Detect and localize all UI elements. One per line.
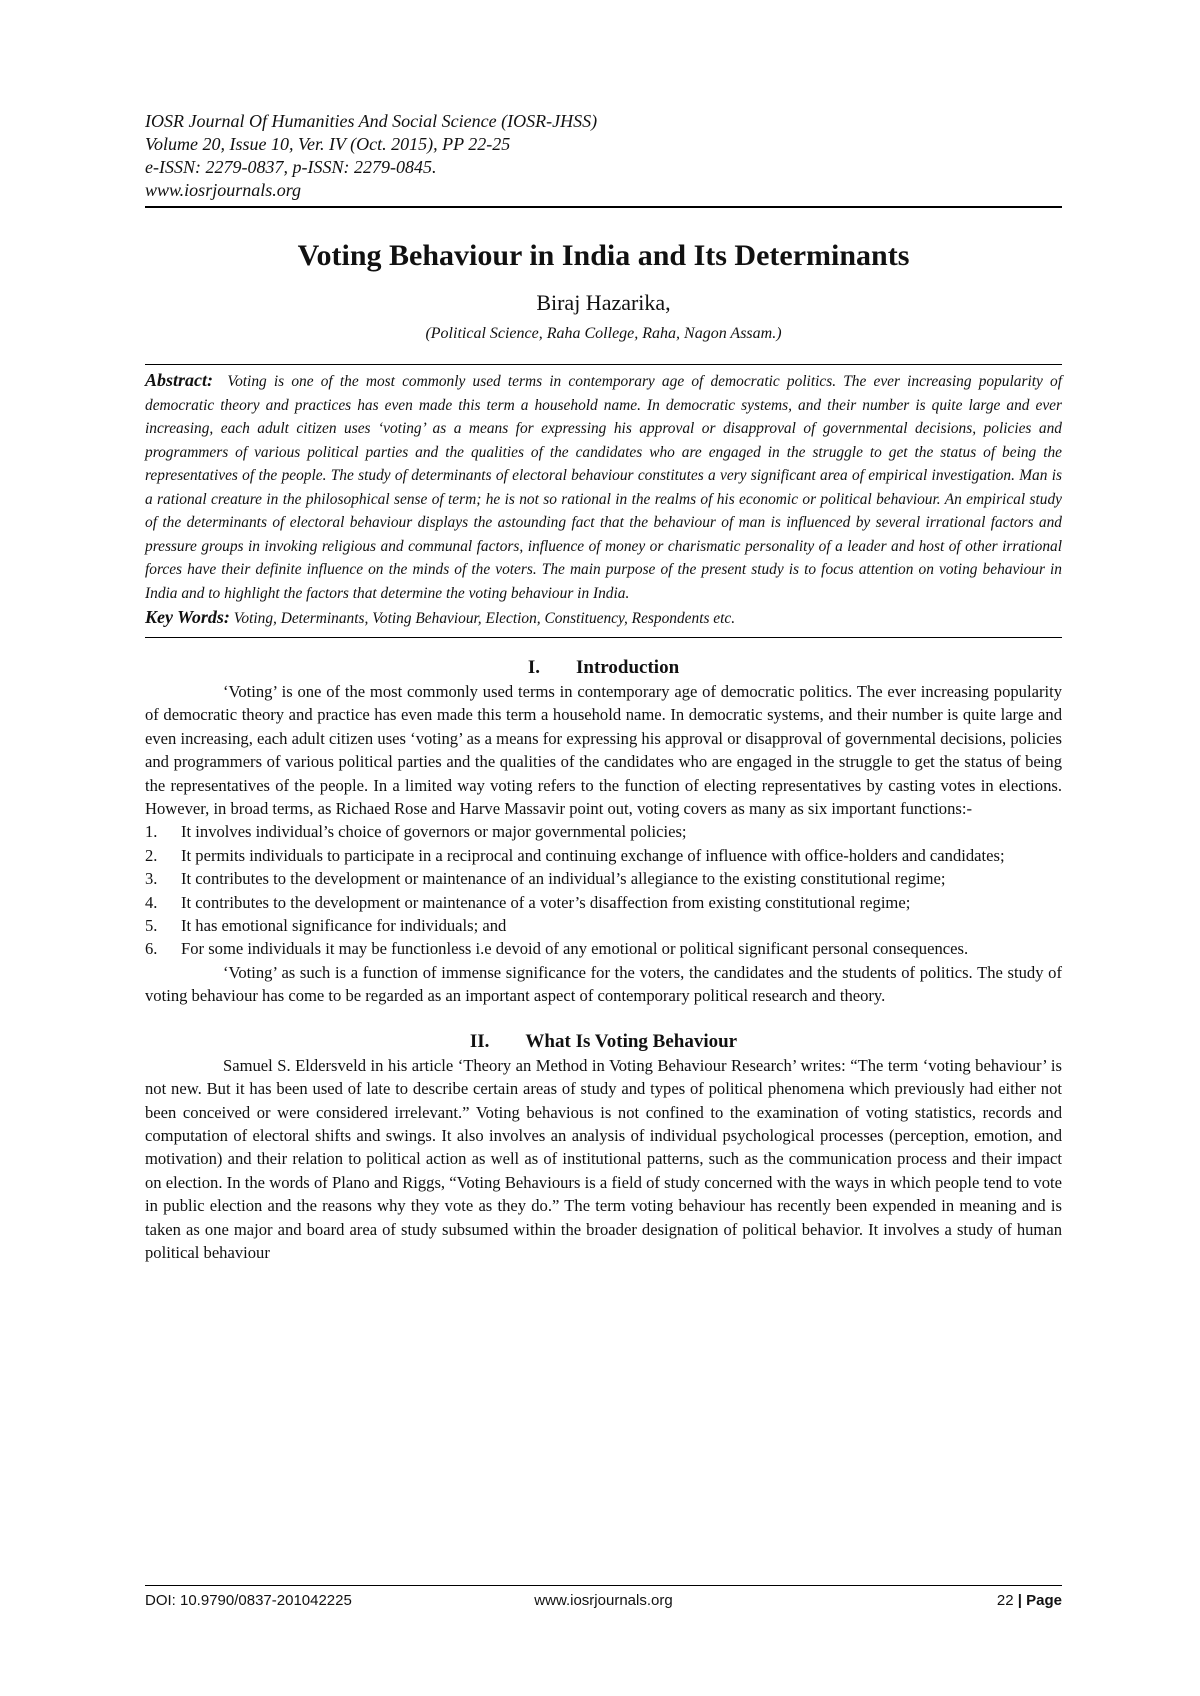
footer-divider [145, 1585, 1062, 1586]
abstract-box [145, 364, 1062, 638]
list-item-text: It has emotional significance for individuals; and [181, 916, 507, 936]
list-item-number: 4. [145, 892, 158, 912]
list-item-number: 6. [145, 939, 158, 959]
section-number: II. [469, 1030, 490, 1052]
journal-name: IOSR Journal Of Humanities And Social Science (IOSR-JHSS) [145, 111, 598, 131]
list-item-text: It contributes to the development or maintenance of a voter’s disaffection from existing constitutional regime; [181, 892, 911, 912]
list-item [145, 914, 1062, 937]
intro-paragraph-1: ‘Voting’ is one of the most commonly used terms in contemporary age of democratic politics. The ever increasing popularity of democratic theory and practice has even made this term a household name. In democratic systems, and their number is quite large and even increasing, each adult citizen uses ‘voting’ as a means for expressing his approval or disapproval of governmental decisions, policies and programmers of various political parties and the qualities of the candidates who are engaged in the struggle to get the status of being the representatives of the people. In a limited way voting refers to the function of electing representatives by casting votes in elections. However, in broad terms, as Richaed Rose and Harve Massavir point out, voting covers as many as six important functions:- [145, 682, 1062, 819]
functions-list [145, 820, 1062, 960]
footer-doi: DOI: 10.9790/0837-201042225 [145, 1592, 352, 1609]
footer-page [997, 1591, 1062, 1611]
section-title: What Is Voting Behaviour [525, 1030, 738, 1052]
list-item [145, 937, 1062, 960]
section-heading-voting-behaviour [145, 1030, 1062, 1054]
section-heading-introduction [145, 656, 1062, 680]
list-item-number: 3. [145, 869, 158, 889]
author-affiliation: (Political Science, Raha College, Raha, Nagon Assam.) [425, 325, 782, 342]
paper-page [145, 110, 1062, 1264]
list-item [145, 844, 1062, 867]
author-name: Biraj Hazarika, [536, 290, 671, 315]
keywords-text: Voting, Determinants, Voting Behaviour, Election, Constituency, Respondents etc. [233, 610, 736, 627]
journal-volume: Volume 20, Issue 10, Ver. IV (Oct. 2015), PP 22-25 [145, 134, 511, 154]
list-item-text: It permits individuals to participate in a reciprocal and continuing exchange of influence with office-holders and candidates; [181, 845, 1005, 865]
list-item-text: For some individuals it may be functionless i.e devoid of any emotional or political significant personal consequences. [181, 939, 969, 959]
footer-website[interactable]: www.iosrjournals.org [534, 1592, 673, 1609]
list-item-number: 5. [145, 916, 158, 936]
list-item-number: 2. [145, 845, 158, 865]
section2-paragraph-1: Samuel S. Eldersveld in his article ‘Theory an Method in Voting Behaviour Research’ writes: “The term ‘voting behaviour’ is not new. But it has been used of late to describe certain areas of study and types of political phenomena which previously had either not been conceived or were considered irrelevant.” Voting behavious is not confined to the examination of voting statistics, records and computation of electoral shifts and swings. It also involves an analysis of individual psychological processes (perception, emotion, and motivation) and their relation to political action as well as of institutional patterns, such as the communication process and their impact on election. In the words of Plano and Riggs, “Voting Behaviours is a field of study concerned with the ways in which people tend to vote in public election and the reasons why they vote as they do.” The term voting behaviour has recently been expended in meaning and is taken as one major and board area of study subsumed within the broader designation of political behavior. It involves a study of human political behaviour [145, 1055, 1062, 1262]
abstract-text: Voting is one of the most commonly used terms in contemporary age of democratic politics. The ever increasing popularity of democratic theory and practices has even made this term a household name. In democratic systems, and their number is quite large and ever increasing, each adult citizen uses ‘voting’ as a means for expressing his approval or disapproval of governmental decisions, policies and programmers of various political parties and the qualities of the candidates who are engaged in the struggle to get the status of being the representatives of the people. The study of determinants of electoral behaviour constitutes a very significant area of empirical investigation. Man is a rational creature in the philosophical sense of term; he is not so rational in the realms of his economic or political behaviour. An empirical study of the determinants of electoral behaviour displays the astounding fact that the behaviour of man is influenced by several irrational factors and pressure groups in invoking religious and communal factors, influence of money or charismatic personality of a leader and host of other irrational forces have their definite influence on the minds of the voters. The main purpose of the present study is to focus attention on voting behaviour in India and to highlight the factors that determine the voting behaviour in India. [145, 373, 1062, 602]
intro-paragraph-2: ‘Voting’ as such is a function of immense significance for the voters, the candidates and the students of politics. The study of voting behaviour has come to be regarded as an important aspect of contemporary political research and theory. [145, 962, 1062, 1006]
journal-website[interactable]: www.iosrjournals.org [145, 180, 302, 200]
list-item-text: It contributes to the development or maintenance of an individual’s allegiance to the existing constitutional regime; [181, 869, 946, 889]
journal-header [145, 110, 1062, 202]
keywords [145, 605, 1062, 631]
list-item [145, 820, 1062, 843]
page-label: | Page [1017, 1592, 1062, 1609]
header-divider [145, 206, 1062, 208]
journal-issn: e-ISSN: 2279-0837, p-ISSN: 2279-0845. [145, 157, 437, 177]
list-item [145, 891, 1062, 914]
section-title: Introduction [576, 657, 680, 678]
list-item [145, 867, 1062, 890]
page-number: 22 [996, 1592, 1014, 1609]
list-item-text: It involves individual’s choice of governors or major governmental policies; [181, 822, 687, 842]
keywords-label: Key Words: [145, 607, 230, 627]
abstract-label: Abstract: [145, 370, 214, 390]
paper-title: Voting Behaviour in India and Its Determinants [297, 239, 910, 272]
section-number: I. [527, 657, 541, 678]
list-item-number: 1. [145, 822, 158, 842]
abstract [145, 369, 1062, 605]
